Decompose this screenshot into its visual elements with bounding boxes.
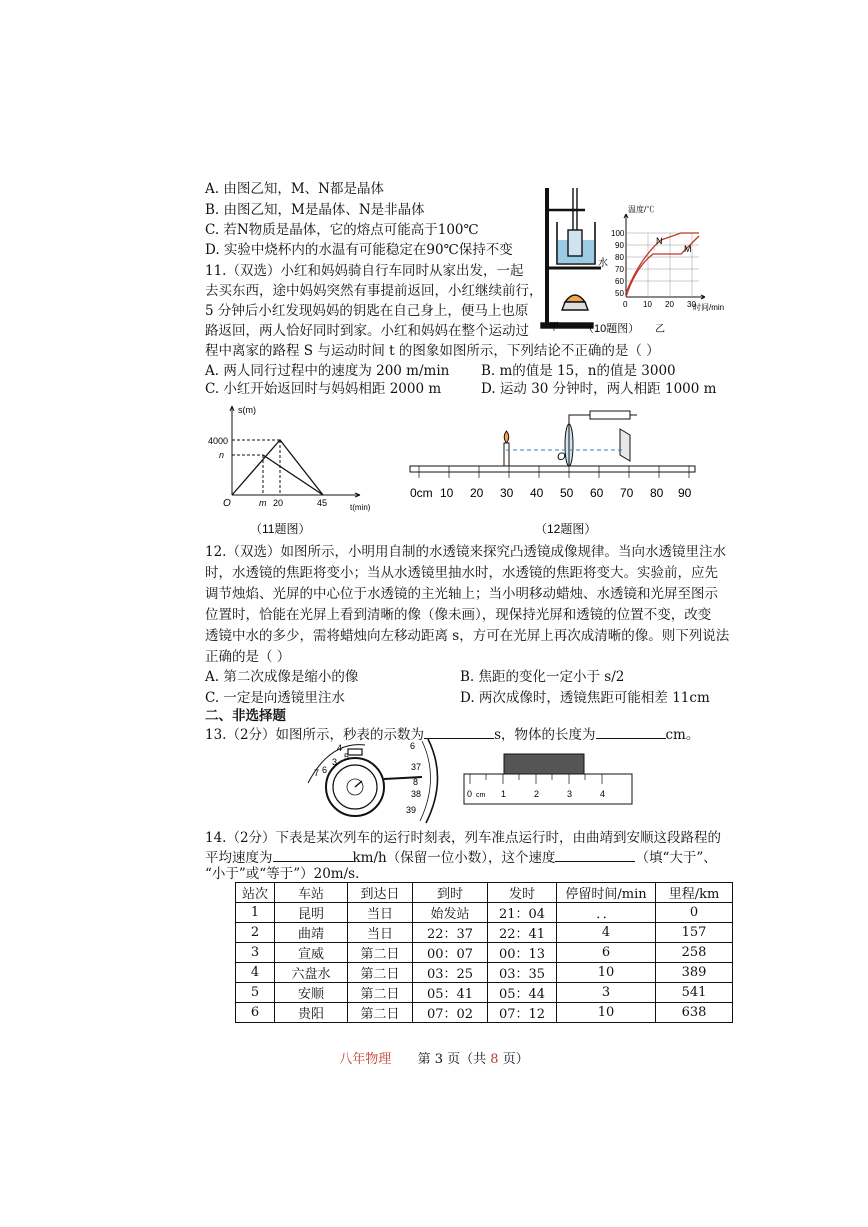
cell: 昆明 <box>275 903 348 923</box>
curve-m-label: M <box>684 244 692 254</box>
header-station: 车站 <box>275 883 348 903</box>
footer-subject: 八年物理 <box>339 1052 392 1067</box>
ruler-80: 80 <box>650 486 664 500</box>
q11-line-4: 路返回，两人恰好同时到家。小红和妈妈在整个运动过 <box>205 323 529 339</box>
light-screen <box>620 429 630 461</box>
ruler-10: 10 <box>440 486 454 500</box>
cell: 1 <box>236 903 275 923</box>
y-tick-80: 80 <box>615 253 624 262</box>
small-dial-5: 5 <box>344 752 350 762</box>
cell: 00：07 <box>413 943 488 963</box>
curve-n <box>626 233 699 293</box>
cell: 始发站 <box>413 903 488 923</box>
q11-line-2: 去买东西，途中妈妈突然有事提前返回，小红继续前行， <box>205 283 543 299</box>
table-row <box>236 943 733 963</box>
q12-option-d: D. 两次成像时，透镜焦距可能相差 11cm <box>460 690 710 706</box>
cell: 第二日 <box>348 943 413 963</box>
header-stop-time: 停留时间/min <box>557 883 656 903</box>
section-heading: 二、非选择题 <box>205 708 286 724</box>
q10-option-b: B. 由图乙知，M是晶体、N是非晶体 <box>205 202 425 218</box>
y-tick-90: 90 <box>615 241 624 250</box>
s-axis-label: s(m) <box>238 405 256 415</box>
cell: 638 <box>656 1003 733 1023</box>
footer-page-total: 8 <box>490 1052 499 1067</box>
ruler-3: 3 <box>567 789 573 799</box>
x-tick-45: 45 <box>317 498 328 508</box>
origin-label: O <box>223 498 231 509</box>
cell: 第二日 <box>348 1003 413 1023</box>
cell: 5 <box>236 983 275 1003</box>
ruler-70: 70 <box>620 486 634 500</box>
q12-line-6: 正确的是（ ） <box>205 649 291 665</box>
q13-prefix: 13.（2分）如图所示，秒表的示数为 <box>205 727 425 743</box>
t-axis-label: t(min) <box>350 503 371 512</box>
y-tick-100: 100 <box>611 229 625 238</box>
table-row <box>236 903 733 923</box>
cell: 10 <box>557 963 656 983</box>
ruler-60: 60 <box>590 486 604 500</box>
table-row <box>236 963 733 983</box>
candle-flame <box>504 431 509 443</box>
q13-mid: s，物体的长度为 <box>494 727 596 743</box>
x-axis-label: 时间/min <box>693 303 725 312</box>
small-dial-4: 4 <box>337 743 343 753</box>
ruler-30: 30 <box>500 486 514 500</box>
q12-line-2: 时，水透镜的焦距将变小；当从水透镜里抽水时，水透镜的焦距将变大。实验前，应先 <box>205 565 718 581</box>
big-scale-37: 37 <box>411 762 422 772</box>
cell: 05：44 <box>488 983 557 1003</box>
cell: 389 <box>656 963 733 983</box>
small-dial-6: 6 <box>322 765 328 775</box>
cell: 六盘水 <box>275 963 348 983</box>
q12-figure <box>405 405 705 540</box>
train-timetable <box>235 882 733 1023</box>
ruler-90: 90 <box>678 486 692 500</box>
q12-line-5: 透镜中水的多少，需将蜡烛向左移动距离 s，方可在光屏上再次成清晰的像。则下列说法 <box>205 628 730 644</box>
cell: 22：37 <box>413 923 488 943</box>
cell: 07：12 <box>488 1003 557 1023</box>
q14-line-2a: 平均速度为 <box>205 850 273 866</box>
q14-line-2b: km/h（保留一位小数），这个速度 <box>352 850 556 866</box>
cell: 当日 <box>348 903 413 923</box>
measured-block <box>504 754 584 774</box>
q13-text <box>205 724 699 745</box>
cell: 第二日 <box>348 983 413 1003</box>
cell: 258 <box>656 943 733 963</box>
cell: 3 <box>557 983 656 1003</box>
q12-line-4: 位置时，恰能在光屏上看到清晰的像（像未画），现保持光屏和透镜的位置不变，改变 <box>205 607 712 623</box>
cell: 07：02 <box>413 1003 488 1023</box>
syringe <box>569 415 590 423</box>
cell: 4 <box>236 963 275 983</box>
q13-answer-blank-2[interactable] <box>596 724 666 739</box>
table-row <box>236 983 733 1003</box>
q12-option-a: A. 第二次成像是缩小的像 <box>205 669 359 685</box>
cell: 宣威 <box>275 943 348 963</box>
cell: 第二日 <box>348 963 413 983</box>
cell: 安顺 <box>275 983 348 1003</box>
table-header-row <box>236 883 733 903</box>
q14-answer-blank-2[interactable] <box>555 847 635 862</box>
cell: 6 <box>236 1003 275 1023</box>
q14-answer-blank-1[interactable] <box>273 847 353 862</box>
cell: 157 <box>656 923 733 943</box>
q10-option-d: D. 实验中烧杯内的水温有可能稳定在90℃保持不变 <box>205 242 513 258</box>
cell: 曲靖 <box>275 923 348 943</box>
q11-option-a: A. 两人同行过程中的速度为 200 m/min <box>205 363 450 379</box>
cell: 6 <box>557 943 656 963</box>
q12-line-3: 调节烛焰、光屏的中心位于水透镜的主光轴上；当小明移动蜡烛、水透镜和光屏至图示 <box>205 586 718 602</box>
header-stop-no: 站次 <box>236 883 275 903</box>
y-tick-60: 60 <box>615 277 624 286</box>
cell: 3 <box>236 943 275 963</box>
cell: 21：04 <box>488 903 557 923</box>
header-arrive: 到时 <box>413 883 488 903</box>
y-tick-n: n <box>219 450 225 460</box>
ruler-40: 40 <box>530 486 544 500</box>
q11-option-b: B. m的值是 15，n的值是 3000 <box>481 363 676 379</box>
y-tick-50: 50 <box>615 289 624 298</box>
q14-line-1: 14.（2分）下表是某次列车的运行时刻表，列车准点运行时，由曲靖到安顺这段路程的 <box>205 830 722 846</box>
small-dial-7: 7 <box>314 768 320 778</box>
cell: 当日 <box>348 923 413 943</box>
q14-line-3: “小于”或“等于”）20m/s. <box>205 866 360 882</box>
ruler-cm: cm <box>476 792 486 799</box>
big-scale-8: 8 <box>413 777 419 787</box>
header-distance: 里程/km <box>656 883 733 903</box>
table-row <box>236 1003 733 1023</box>
xiaohong-line <box>232 440 323 495</box>
q11-line-5: 程中离家的路程 S 与运动时间 t 的图象如图所示，下列结论不正确的是（ ） <box>205 343 660 359</box>
candle <box>504 443 509 466</box>
page-footer <box>0 1048 868 1067</box>
cell: 0 <box>656 903 733 923</box>
x-tick-20: 20 <box>273 498 284 508</box>
lens-center-label: O <box>557 451 566 463</box>
q12-line-1: 12.（双选）如图所示，小明用自制的水透镜来探究凸透镜成像规律。当向水透镜里注水 <box>205 544 726 560</box>
q10-option-c: C. 若N物质是晶体，它的熔点可能高于100℃ <box>205 222 479 238</box>
water-label: 水 <box>598 258 608 269</box>
x-tick-0: 0 <box>623 300 628 309</box>
mother-line <box>263 455 323 495</box>
x-tick-m: m <box>259 498 267 508</box>
cell: 541 <box>656 983 733 1003</box>
ruler-0: 0 <box>467 789 473 799</box>
yi-label: 乙 <box>655 324 665 335</box>
q10-option-a: A. 由图乙知，M、N都是晶体 <box>205 181 384 197</box>
heating-apparatus <box>541 188 601 328</box>
y-axis-label: 温度/℃ <box>628 205 655 214</box>
y-tick-70: 70 <box>615 265 624 274</box>
cell: 4 <box>557 923 656 943</box>
cell: 05：41 <box>413 983 488 1003</box>
jia-label: 甲 <box>549 322 559 333</box>
cell: ．． <box>557 903 656 923</box>
q13-ruler-figure <box>462 750 637 808</box>
ruler-1: 1 <box>501 789 507 799</box>
x-tick-20: 20 <box>665 300 674 309</box>
q14-line-2c: （填“大于”、 <box>635 850 717 866</box>
q12-option-b: B. 焦距的变化一定小于 s/2 <box>460 669 625 685</box>
small-dial-3: 3 <box>332 757 338 767</box>
cell: 2 <box>236 923 275 943</box>
x-tick-30: 30 <box>687 300 696 309</box>
temperature-graph <box>624 214 705 299</box>
q11-line-3: 5 分钟后小红发现妈妈的钥匙在自己身上，便马上也原 <box>205 303 529 319</box>
cell: 22：41 <box>488 923 557 943</box>
y-tick-4000: 4000 <box>208 436 229 446</box>
cell: 03：35 <box>488 963 557 983</box>
q13-suffix: cm。 <box>665 727 700 743</box>
header-depart: 发时 <box>488 883 557 903</box>
footer-page-a: 第 3 页（共 <box>417 1052 487 1067</box>
big-scale-6: 6 <box>410 741 416 751</box>
big-scale-38: 38 <box>411 789 422 799</box>
figure-12-caption: （12题图） <box>535 522 597 536</box>
figure-10-caption: （10题图） <box>583 323 640 335</box>
q11-line-1: 11.（双选）小红和妈妈骑自行车同时从家出发，一起 <box>205 263 524 279</box>
ruler-0cm: 0cm <box>410 486 433 500</box>
ruler-50: 50 <box>560 486 574 500</box>
cell: 00：13 <box>488 943 557 963</box>
ruler-4: 4 <box>600 789 606 799</box>
x-tick-10: 10 <box>643 300 652 309</box>
cell: 10 <box>557 1003 656 1023</box>
q11-option-c: C. 小红开始返回时与妈妈相距 2000 m <box>205 381 442 397</box>
header-arrival-day: 到达日 <box>348 883 413 903</box>
q13-stopwatch-figure <box>300 733 450 825</box>
cell: 03：25 <box>413 963 488 983</box>
ruler <box>464 774 632 804</box>
footer-page-b: 页） <box>502 1052 529 1067</box>
ruler-2: 2 <box>534 789 540 799</box>
ruler-20: 20 <box>470 486 484 500</box>
cell: 贵阳 <box>275 1003 348 1023</box>
figure-11-caption: （11题图） <box>250 522 311 536</box>
q10-figure <box>535 180 735 340</box>
q11-option-d: D. 运动 30 分钟时，两人相距 1000 m <box>481 381 717 397</box>
big-scale-39: 39 <box>406 805 417 815</box>
curve-n-label: N <box>656 236 663 246</box>
q11-figure <box>205 400 385 540</box>
table-row <box>236 923 733 943</box>
q12-option-c: C. 一定是向透镜里注水 <box>205 690 345 706</box>
